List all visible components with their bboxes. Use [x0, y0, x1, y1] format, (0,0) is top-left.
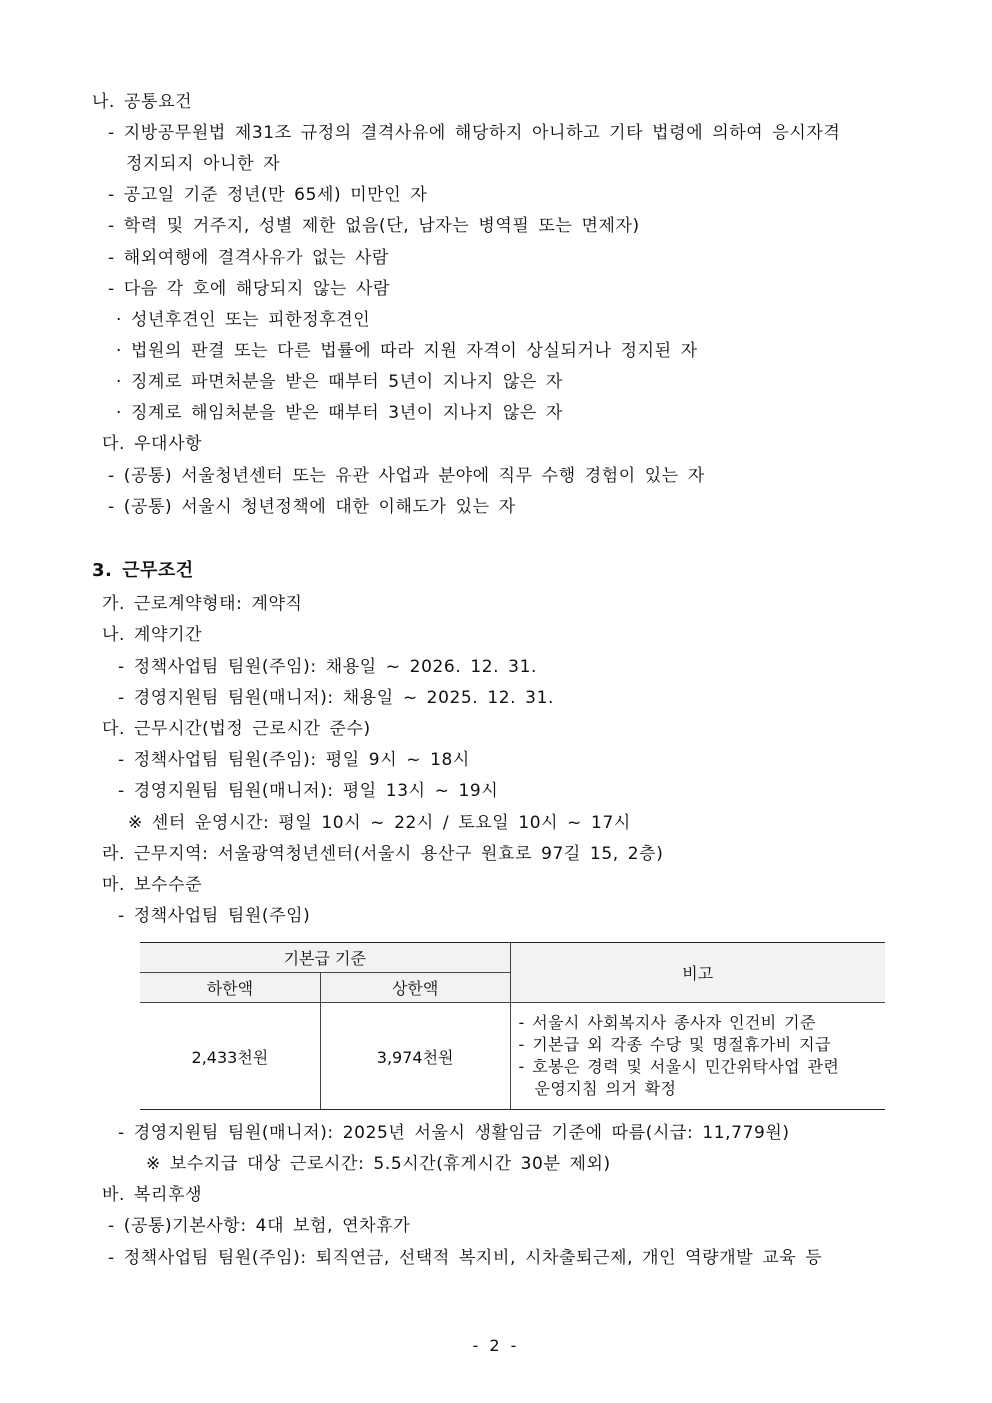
table-header-note [510, 943, 885, 1003]
paid-hours-note: ※ 보수지급 대상 근로시간: 5.5시간(휴게시간 30분 제외) [146, 1154, 611, 1174]
sub-list-item: · 성년후견인 또는 피한정후견인 [116, 310, 371, 330]
note-line: 운영지침 의거 확정 [534, 1079, 677, 1098]
list-item-continuation: 정지되지 아니한 자 [126, 154, 281, 174]
note-line: - 호봉은 경력 및 서울시 민간위탁사업 관련 [518, 1057, 840, 1076]
high-header: 상한액 [391, 979, 439, 998]
note-line: - 기본급 외 각종 수당 및 명절휴가비 지급 [518, 1035, 831, 1054]
list-item: - (공통)기본사항: 4대 보험, 연차휴가 [108, 1216, 411, 1236]
list-item: - 정책사업팀 팀원(주임): 퇴직연금, 선택적 복지비, 시차출퇴근제, 개인 역량개발 교육 등 [108, 1248, 823, 1268]
low-value: 2,433천원 [191, 1047, 269, 1067]
list-item: - 지방공무원법 제31조 규정의 결격사유에 해당하지 아니하고 기타 법령에 의하여 응시자격 [108, 123, 841, 143]
high-value: 3,974천원 [376, 1047, 454, 1067]
contract-type: 가. 근로계약형태: 계약직 [102, 594, 303, 614]
contract-period-heading: 나. 계약기간 [102, 625, 203, 645]
section-heading-common-requirements: 나. 공통요건 [92, 92, 193, 112]
base-salary-header: 기본급 기준 [283, 949, 366, 968]
page-number: - 2 - [472, 1336, 520, 1355]
work-location: 라. 근무지역: 서울광역청년센터(서울시 용산구 원효로 97길 15, 2층) [102, 844, 664, 864]
list-item: - (공통) 서울시 청년정책에 대한 이해도가 있는 자 [108, 497, 516, 517]
list-item: - 정책사업팀 팀원(주임) [118, 906, 311, 926]
low-header: 하한액 [206, 979, 254, 998]
list-item: - 경영지원팀 팀원(매니저): 2025년 서울시 생활임금 기준에 따름(시급: 11,779원) [118, 1123, 790, 1143]
table-header-group [140, 943, 510, 973]
list-item: - 경영지원팀 팀원(매니저): 채용일 ~ 2025. 12. 31. [118, 688, 555, 708]
benefits-heading: 바. 복리후생 [102, 1185, 203, 1205]
table-cell-low [140, 1003, 320, 1110]
salary-table [140, 942, 885, 1110]
sub-list-item: · 징계로 파면처분을 받은 때부터 5년이 지나지 않은 자 [116, 372, 563, 392]
working-hours-heading: 다. 근무시간(법정 근로시간 준수) [102, 719, 371, 739]
list-item: - 해외여행에 결격사유가 없는 사람 [108, 248, 390, 268]
sub-list-item: · 법원의 판결 또는 다른 법률에 따라 지원 자격이 상실되거나 정지된 자 [116, 341, 698, 361]
list-item: - 경영지원팀 팀원(매니저): 평일 13시 ~ 19시 [118, 781, 499, 801]
salary-heading: 마. 보수수준 [102, 875, 203, 895]
table-cell-high [320, 1003, 510, 1110]
table-header-high [320, 973, 510, 1003]
sub-list-item: · 징계로 해임처분을 받은 때부터 3년이 지나지 않은 자 [116, 403, 563, 423]
table-header-low [140, 973, 320, 1003]
list-item: - (공통) 서울청년센터 또는 유관 사업과 분야에 직무 수행 경험이 있는 자 [108, 466, 705, 486]
list-item: - 정책사업팀 팀원(주임): 채용일 ~ 2026. 12. 31. [118, 657, 537, 677]
section-title-working-conditions: 3. 근무조건 [92, 560, 194, 581]
section-heading-preferences: 다. 우대사항 [102, 434, 203, 454]
note-line: - 서울시 사회복지사 종사자 인건비 기준 [518, 1013, 816, 1032]
list-item: - 공고일 기준 정년(만 65세) 미만인 자 [108, 185, 428, 205]
list-item: - 다음 각 호에 해당되지 않는 사람 [108, 279, 391, 299]
operating-hours-note: ※ 센터 운영시간: 평일 10시 ~ 22시 / 토요일 10시 ~ 17시 [128, 813, 631, 833]
table-cell-notes [510, 1003, 885, 1110]
list-item: - 학력 및 거주지, 성별 제한 없음(단, 남자는 병역필 또는 면제자) [108, 216, 640, 236]
note-header: 비고 [682, 964, 714, 983]
list-item: - 정책사업팀 팀원(주임): 평일 9시 ~ 18시 [118, 750, 470, 770]
